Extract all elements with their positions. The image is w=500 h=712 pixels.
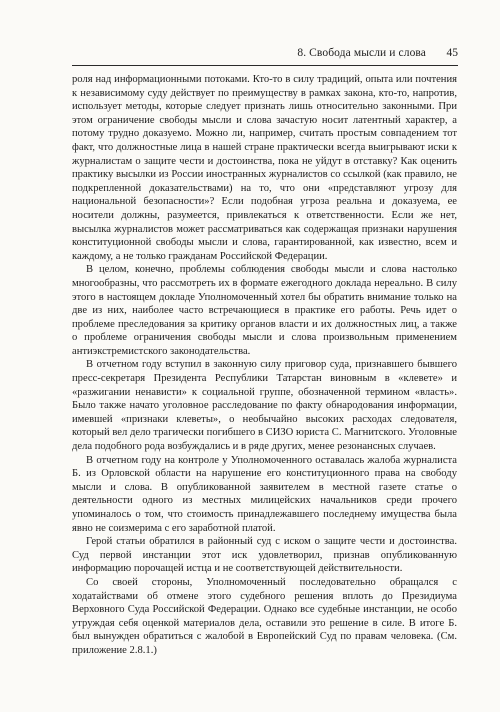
- page-number: 45: [446, 47, 458, 59]
- running-header: [72, 45, 458, 66]
- body-text: [72, 73, 457, 658]
- paragraph: В отчетном году на контроле у Уполномоченного оставалась жалоба журналиста Б. из Орловской области на нарушение его конституционного права на свободу мысли и слова. В опубликованной заявителем в местной газете статье о деятельности одного из местных милицейских начальников среди прочего упоминалось о том, что стоимость принадлежавшего последнему имущества была явно не соизмерима с его заработной платой.: [72, 454, 457, 534]
- paragraph: В целом, конечно, проблемы соблюдения свободы мысли и слова настолько многообразны, что рассмотреть их в формате ежегодного доклада нереально. В силу этого в настоящем докладе Уполномоченный хотел бы обратить внимание только на две из них, наиболее часто встречающиеся в практике его работы. Речь идет о проблеме преследования за критику органов власти и их должностных лиц, а также о проблеме ограничения свободы мысли и слова произвольным применением антиэкстремистского законодательства.: [72, 264, 457, 357]
- paragraph: Герой статьи обратился в районный суд с иском о защите чести и достоинства. Суд первой инстанции этот иск удовлетворил, признав опубликованную информацию порочащей истца и не соответствующей действительности.: [72, 536, 457, 575]
- chapter-title: 8. Свобода мысли и слова: [297, 47, 426, 59]
- paragraph: В отчетном году вступил в законную силу приговор суда, признавшего бывшего пресс-секретаря Президента Республики Татарстан виновным в «клевете» и «разжигании ненависти» к социальной группе, обозначенной термином «власть». Было также начато уголовное расследование по факту обнародования информации, имевшей «признаки клеветы», о необычайно высоких расходах следователя, который вел дело трагически погибшего в СИЗО юриста С. Магнитского. Уголовные дела подобного рода возбуждались и в ряде других, менее резонансных случаев.: [72, 359, 457, 453]
- paragraph: Со своей стороны, Уполномоченный последовательно обращался с ходатайствами об отмене этого судебного решения вплоть до Президиума Верховного Суда Российской Федерации. Однако все судебные инстанции, не особо утруждая себя оценкой материалов дела, оставили это решение в силе. В итоге Б. был вынужден обратиться с жалобой в Европейский Суд по правам человека. (См. приложение 2.8.1.): [72, 576, 457, 656]
- paragraph: роля над информационными потоками. Кто-то в силу традиций, опыта или почтения к независимому суду действует по преимуществу в рамках закона, кто-то, напротив, использует методы, которые следует признать лишь относительно законными. При этом ограничение свободы мысли и слова зачастую носит латентный характер, а потому трудно доказуемо. Можно ли, например, считать простым совпадением тот факт, что должностные лица в нашей стране практически всегда выигрывают иски к журналистам о защите чести и достоинства, пока не уйдут в отставку? Как оценить практику высылки из России иностранных журналистов со ссылкой (как правило, не подкрепленной доказательствами) на то, что они «представляют угрозу для национальной безопасности»? Если подобная угроза реальна и доказуема, ее носители должны, разумеется, привлекаться к ответственности. Если же нет, высылка журналистов может рассматриваться как содержащая признаки нарушения конституционной свободы мысли и слова, гарантированной, как известно, всем и каждому, а не только гражданам Российской Федерации.: [72, 74, 457, 262]
